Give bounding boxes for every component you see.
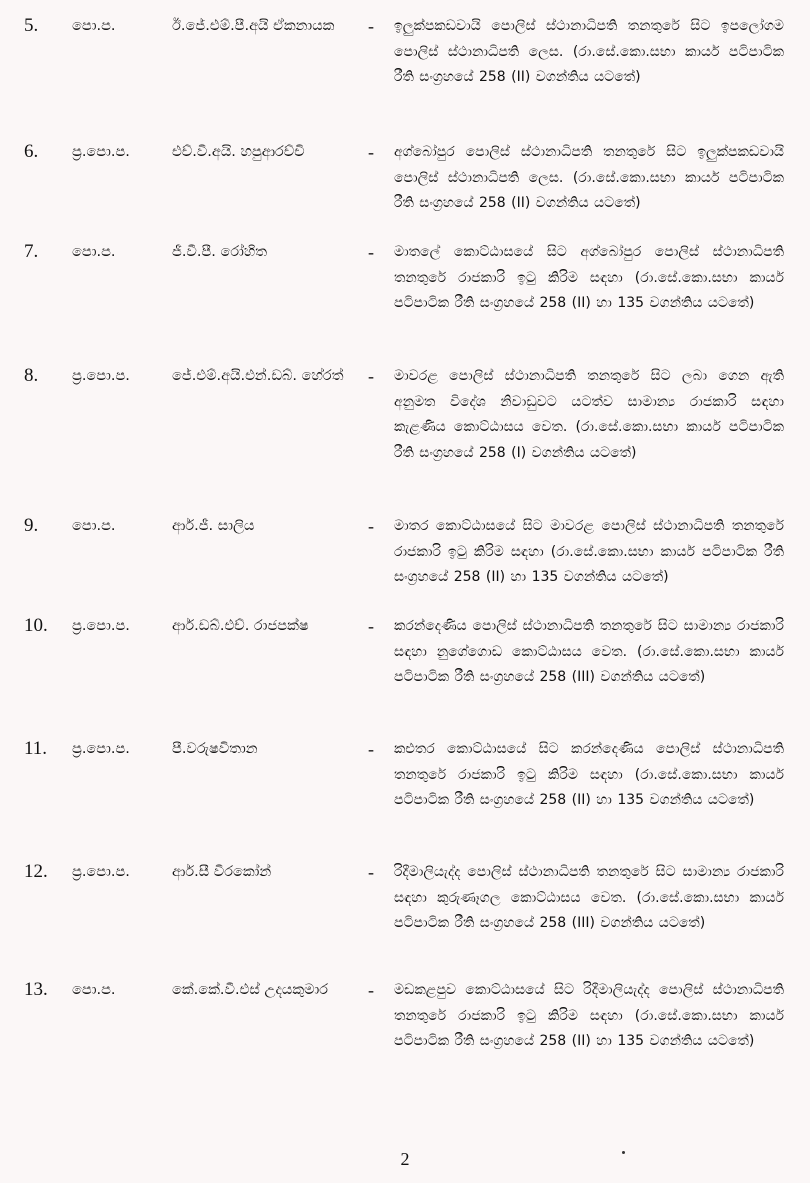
entry-number: 11. <box>24 738 48 759</box>
transfer-description: අග්බෝපුර පොලිස් ස්ථානාධිපති තනතුරේ සිට ඉලුක්පකඩවායි පොලිස් ස්ථානාධිපති ලෙස. (රා.සේ.කො.සභා කාර්ය පටිපාටික රීති සංග්‍රහයේ 258 (II) වගන්තිය යටතේ) <box>394 144 784 212</box>
officer-name: කේ.කේ.වී.එස් උදයකුමාර <box>172 982 329 998</box>
entry-dash: - <box>368 739 374 759</box>
entry-number: 8. <box>24 365 39 386</box>
officer-name: ආර්.ජී. සාලිය <box>172 518 255 534</box>
transfer-description: ඉලුක්පකඩවායි පොලිස් ස්ථානාධිපති තනතුරේ සිට ඉපලෝගම පොලිස් ස්ථානාධිපති ලෙස. (රා.සේ.කො.සභා කාර්ය පටිපාටික රීති සංග්‍රහයේ 258 (II) වගන්තිය යටතේ) <box>394 18 784 86</box>
entry-number: 13. <box>24 979 48 1000</box>
entry-number: 12. <box>24 861 48 882</box>
entry-rank: ප්‍ර.පො.ප. <box>72 144 130 160</box>
entry-number: 7. <box>24 241 39 262</box>
officer-name: ඊ.ජේ.එම්.පී.අයි ඒකනායක <box>172 18 335 34</box>
entry-number: 9. <box>24 515 39 536</box>
entry-dash: - <box>368 242 374 262</box>
scan-speck <box>622 1151 625 1154</box>
transfer-description: මාතර කොට්ඨාසයේ සිට මාවරළ පොලිස් ස්ථානාධිපති තනතුරේ රාජකාරි ඉටු කිරිම සඳහා (රා.සේ.කො.සභා කාර්ය පටිපාටික රීති සංග්‍රහයේ 258 (II) හා 135 වගන්තිය යටතේ) <box>394 518 784 586</box>
entry-dash: - <box>368 516 374 536</box>
officer-name: එච්.වී.අයි. හපුආරච්චි <box>172 144 305 160</box>
entry-dash: - <box>368 16 374 36</box>
page-number: 2 <box>400 1149 410 1169</box>
entry-dash: - <box>368 142 374 162</box>
entry-dash: - <box>368 862 374 882</box>
transfer-description: මාතලේ කොට්ඨාසයේ සිට අග්බෝපුර පොලිස් ස්ථානාධිපති තනතුරේ රාජකාරි ඉටු කිරිම සඳහා (රා.සේ.කො.සභා කාර්ය පටිපාටික රීති සංග්‍රහයේ 258 (II) හා 135 වගන්තිය යටතේ) <box>394 244 784 312</box>
officer-name: ආර්.ඩබ්.එච්. රාජපක්ෂ <box>172 618 309 634</box>
entry-rank: පො.ප. <box>72 982 116 998</box>
transfer-description: මඩකළපුව කොට්ඨාසයේ සිට රිදීමාලියැද්ද පොලිස් ස්ථානාධිපති තනතුරේ රාජකාරි ඉටු කිරිම සඳහා (රා.සේ.කො.සභා කාර්ය පටිපාටික රීති සංග්‍රහයේ 258 (II) හා 135 වගන්තිය යටතේ) <box>394 982 784 1050</box>
entry-rank: ප්‍ර.පො.ප. <box>72 368 130 384</box>
entry-number: 6. <box>24 141 39 162</box>
entry-dash: - <box>368 616 374 636</box>
officer-name: ජී.වී.පී. රෝහිත <box>172 244 268 260</box>
transfer-description: කරන්දෙණිය පොලිස් ස්ථානාධිපති තනතුරේ සිට සාමාන්‍ය රාජකාරි සඳහා නුගේගොඩ කොට්ඨාසය වෙත. (රා.සේ.කො.සභා කාර්ය පටිපාටික රීති සංග්‍රහයේ 258 (III) වගන්තිය යටතේ) <box>394 618 784 686</box>
officer-name: ජේ.එම්.අයි.එන්.ඩබ්. හේරත් <box>172 368 344 384</box>
officer-name: ආර්.සී වීරකෝන් <box>172 864 272 880</box>
entry-rank: ප්‍ර.පො.ප. <box>72 864 130 880</box>
entry-rank: පො.ප. <box>72 18 116 34</box>
transfer-description: මාවරළ පොලිස් ස්ථානාධිපති තනතුරේ සිට ලබා ගෙන ඇති අනුමත විදේශ නිවාඩුවට යටත්ව සාමාන්‍ය රාජකාරි සඳහා කැළණිය කොට්ඨාසය වෙත. (රා.සේ.කො.සභා කාර්ය පටිපාටික රීති සංග්‍රහයේ 258 (I) වගන්තිය යටතේ) <box>394 368 784 461</box>
entry-rank: පො.ප. <box>72 518 116 534</box>
entry-number: 10. <box>24 615 48 636</box>
entry-rank: පො.ප. <box>72 244 116 260</box>
officer-name: පී.වරුෂවිතාන <box>172 741 258 757</box>
entry-number: 5. <box>24 15 39 36</box>
entry-dash: - <box>368 980 374 1000</box>
entry-rank: ප්‍ර.පො.ප. <box>72 618 130 634</box>
entry-rank: ප්‍ර.පො.ප. <box>72 741 130 757</box>
transfer-description: කළුතර කොට්ඨාසයේ සිට කරන්දෙණිය පොලිස් ස්ථානාධිපති තනතුරේ රාජකාරි ඉටු කිරිම සඳහා (රා.සේ.කො.සභා කාර්ය පටිපාටික රීති සංග්‍රහයේ 258 (II) හා 135 වගන්තිය යටතේ) <box>394 741 784 809</box>
transfer-description: රිදීමාලියැද්ද පොලිස් ස්ථානාධිපති තනතුරේ සිට සාමාන්‍ය රාජකාරි සඳහා කුරුණෑගල කොට්ඨාසය වෙත. (රා.සේ.කො.සභා කාර්ය පටිපාටික රීති සංග්‍රහයේ 258 (III) වගන්තිය යටතේ) <box>394 864 784 932</box>
entry-dash: - <box>368 366 374 386</box>
